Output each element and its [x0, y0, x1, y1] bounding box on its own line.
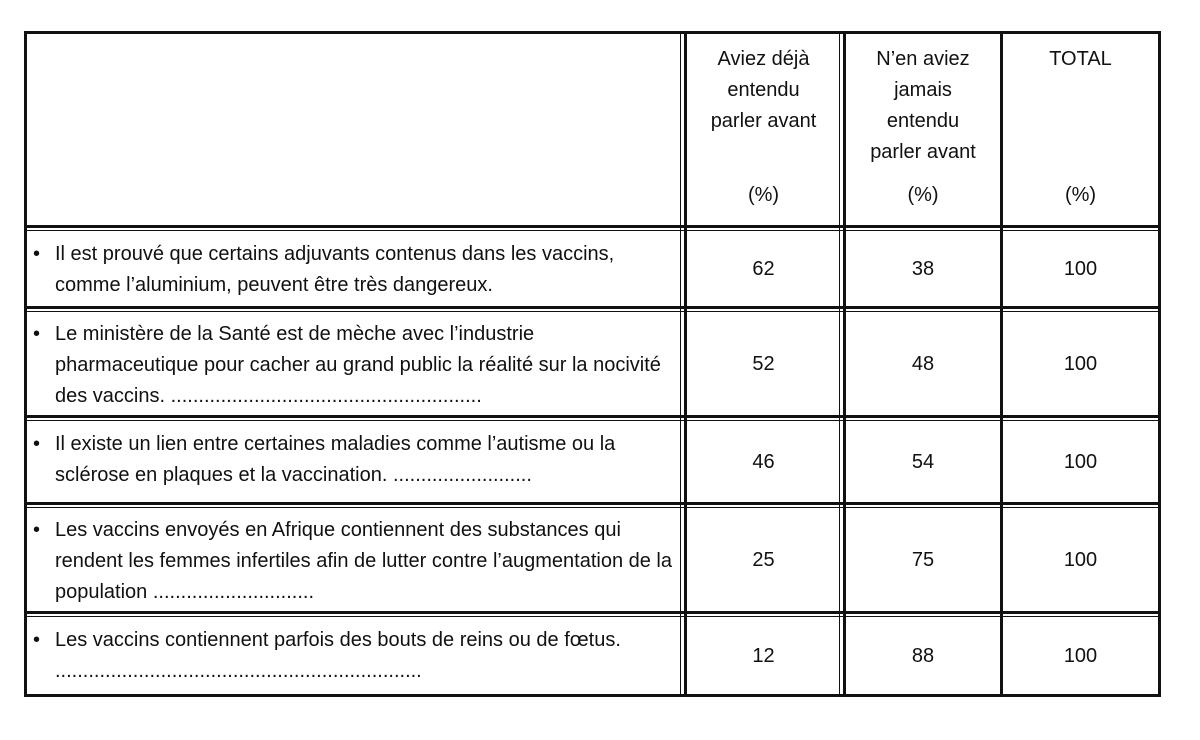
header-total-unit: (%)	[1064, 184, 1097, 206]
row-divider-inner	[27, 507, 1158, 508]
row-divider	[27, 502, 1158, 505]
header-total-line: TOTAL	[1049, 48, 1112, 70]
header-heard-unit: (%)	[747, 184, 780, 206]
statement-text: Les vaccins contiennent parfois des bouts de reins ou de fœtus. ..................................................................	[55, 629, 621, 682]
cell-never: 38	[911, 258, 935, 280]
row-divider	[27, 415, 1158, 418]
bullet-icon: •	[33, 629, 41, 651]
statement-text: Il existe un lien entre certaines maladies comme l’autisme ou la sclérose en plaques et la vaccination. .........................	[55, 433, 616, 486]
header-heard-line: entendu	[727, 79, 800, 101]
header-heard-line: Aviez déjà	[717, 48, 810, 70]
header-divider-inner	[27, 230, 1158, 231]
header-divider	[27, 225, 1158, 228]
cell-heard: 52	[752, 353, 775, 375]
row-statement	[27, 423, 679, 502]
header-heard-line: parler avant	[710, 110, 817, 132]
header-never-unit: (%)	[907, 184, 939, 206]
cell-heard: 62	[752, 258, 775, 280]
cell-total: 100	[1063, 451, 1098, 473]
header-never-line: jamais	[894, 79, 952, 101]
row-divider-inner	[27, 616, 1158, 617]
cell-total: 100	[1063, 258, 1098, 280]
header-never-line: parler avant	[870, 141, 976, 163]
header-never-line: entendu	[886, 110, 960, 132]
row-statement	[27, 619, 679, 694]
cell-never: 54	[911, 451, 935, 473]
header-heard-before	[687, 34, 840, 225]
row-divider	[27, 611, 1158, 614]
header-total	[1003, 34, 1158, 225]
header-never-heard	[846, 34, 1000, 225]
row-statement	[27, 314, 679, 415]
bullet-icon: •	[33, 323, 41, 345]
row-divider	[27, 306, 1158, 309]
column-divider-inner	[680, 34, 681, 694]
cell-total: 100	[1063, 353, 1098, 375]
bullet-icon: •	[33, 519, 41, 541]
header-never-line: N’en aviez	[876, 48, 970, 70]
row-divider-inner	[27, 420, 1158, 421]
bullet-icon: •	[33, 433, 41, 455]
statement-text: Le ministère de la Santé est de mèche avec l’industrie pharmaceutique pour cacher au grand public la réalité sur la nocivité des vaccins. ........................................................	[55, 323, 661, 407]
cell-heard: 12	[752, 645, 775, 667]
row-statement	[27, 510, 679, 611]
row-divider-inner	[27, 311, 1158, 312]
cell-never: 88	[911, 645, 935, 667]
cell-total: 100	[1063, 549, 1098, 571]
cell-never: 75	[911, 549, 935, 571]
cell-total: 100	[1063, 645, 1098, 667]
cell-heard: 46	[752, 451, 775, 473]
statement-text: Il est prouvé que certains adjuvants contenus dans les vaccins, comme l’aluminium, peuvent être très dangereux.	[55, 243, 615, 296]
bullet-icon: •	[33, 243, 41, 265]
survey-table	[24, 31, 1161, 697]
cell-heard: 25	[752, 549, 775, 571]
statement-text: Les vaccins envoyés en Afrique contiennent des substances qui rendent les femmes infertiles afin de lutter contre l’augmentation de la population .............................	[55, 519, 673, 603]
cell-never: 48	[911, 353, 935, 375]
row-statement	[27, 233, 679, 306]
